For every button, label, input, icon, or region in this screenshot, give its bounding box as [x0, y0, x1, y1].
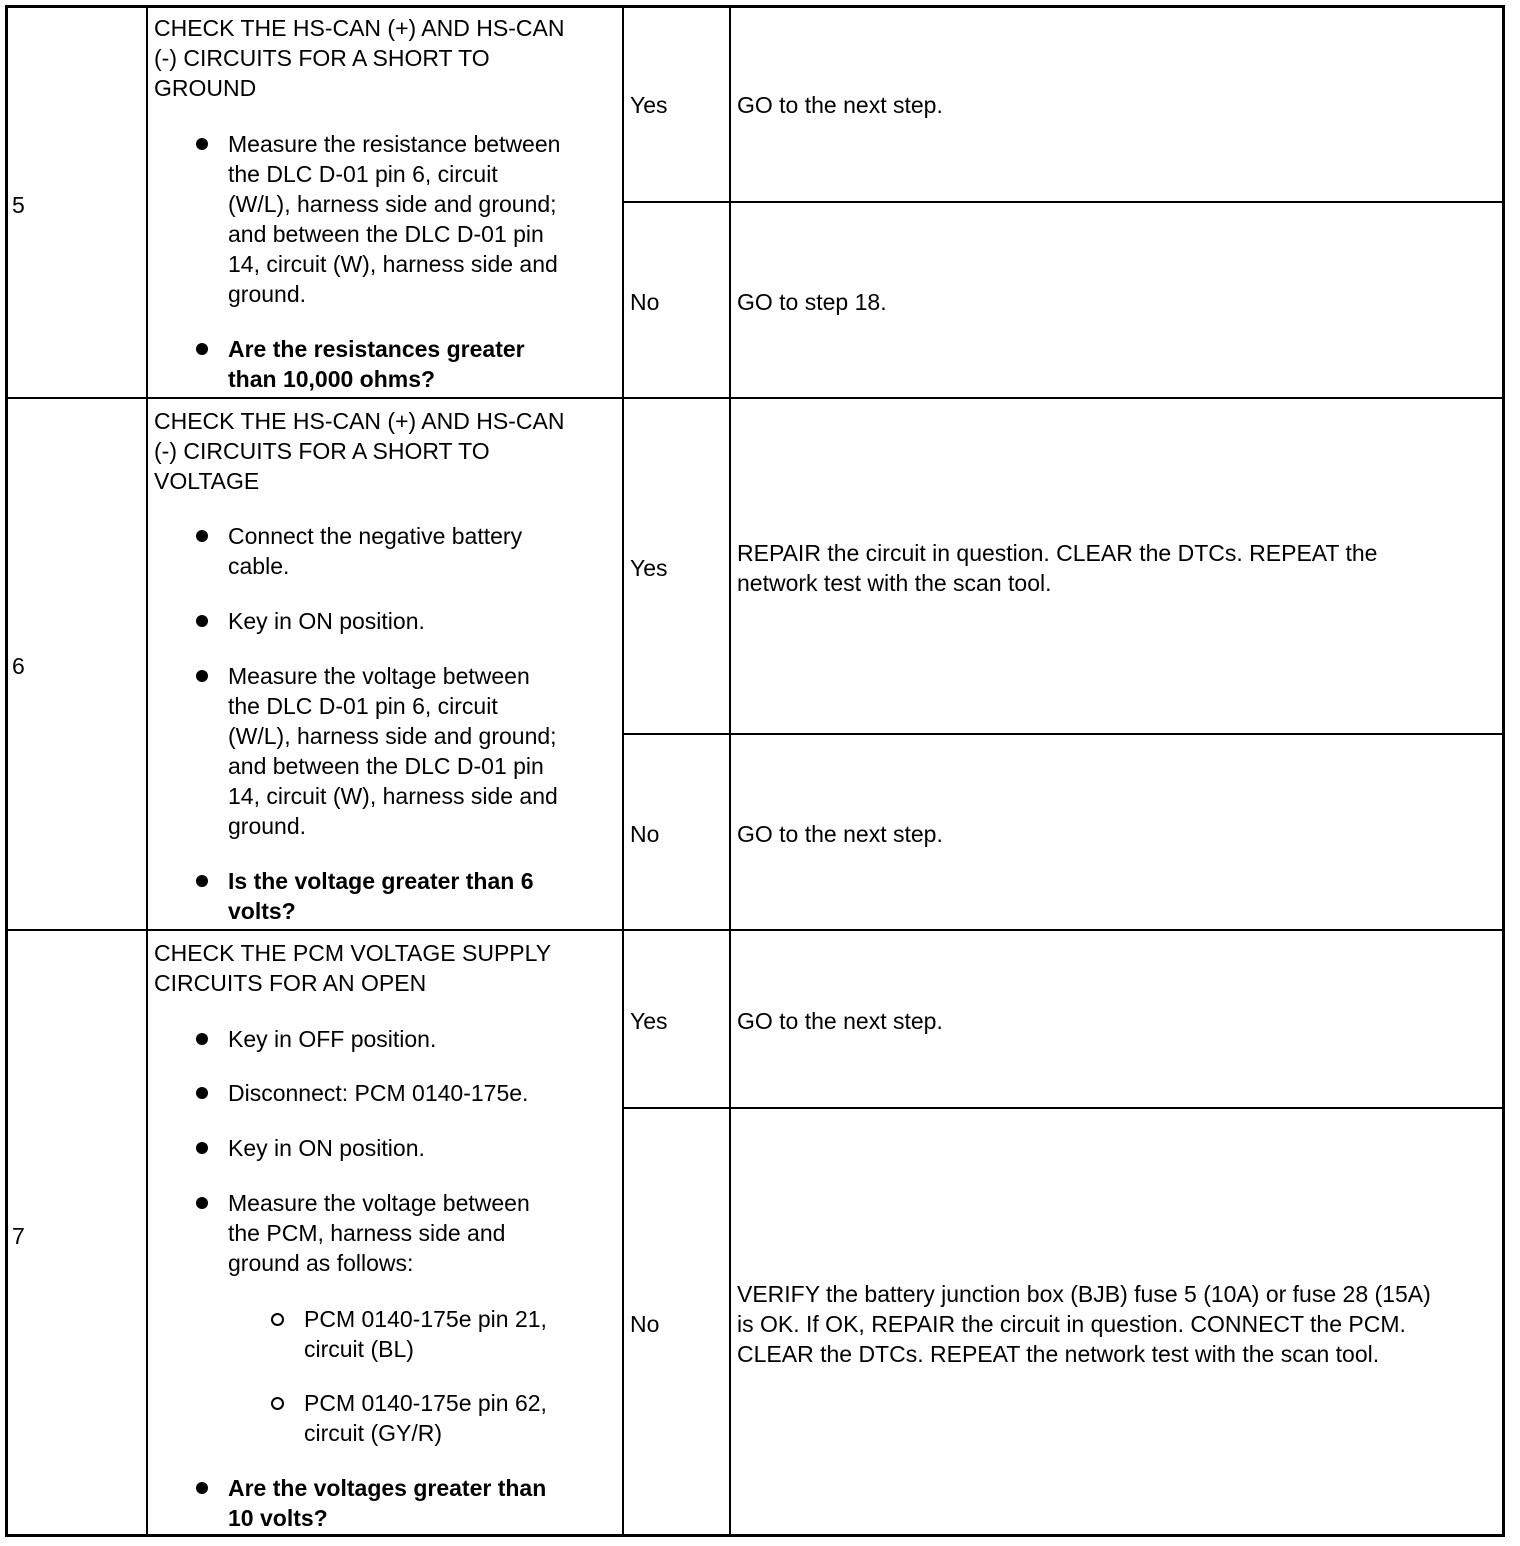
instruction: Key in OFF position. [228, 1026, 437, 1052]
no-action: GO to the next step. [737, 821, 943, 847]
instruction: Connect the negative battery cable. [228, 523, 523, 579]
bullet-icon [196, 1142, 208, 1154]
instruction: Key in ON position. [228, 1135, 425, 1161]
no-action: VERIFY the battery junction box (BJB) fuse 5 (10A) or fuse 28 (15A) is OK. If OK, REPAIR the circuit in question. CONNECT the PCM. CLEAR the DTCs. REPEAT the network test with the scan tool. [737, 1281, 1431, 1367]
bullet-icon [196, 138, 208, 150]
step-number: 7 [12, 1223, 25, 1249]
instruction: Disconnect: PCM 0140-175e. [228, 1080, 529, 1106]
yes-label: Yes [630, 92, 668, 118]
sub-instruction: PCM 0140-175e pin 21, circuit (BL) [304, 1306, 547, 1362]
yes-label: Yes [630, 1008, 668, 1034]
yes-action: GO to the next step. [737, 1008, 943, 1034]
instruction: Measure the voltage between the PCM, harness side and ground as follows: [228, 1190, 530, 1276]
step-heading: CHECK THE HS-CAN (+) AND HS-CAN (-) CIRCUITS FOR A SHORT TO VOLTAGE [154, 408, 565, 494]
question: Are the voltages greater than 10 volts? [228, 1475, 547, 1531]
bullet-icon [196, 1087, 208, 1099]
column-divider [622, 5, 624, 1537]
no-label: No [630, 289, 660, 315]
sub-bullet-icon [271, 1397, 284, 1410]
bullet-icon [196, 615, 208, 627]
bullet-icon [196, 670, 208, 682]
step-number: 5 [12, 192, 25, 218]
sub-bullet-icon [271, 1313, 284, 1326]
step-heading: CHECK THE PCM VOLTAGE SUPPLY CIRCUITS FOR AN OPEN [154, 940, 552, 996]
instruction: Key in ON position. [228, 608, 425, 634]
row-divider [5, 397, 1505, 399]
instruction: Measure the resistance between the DLC D-01 pin 6, circuit (W/L), harness side and ground; and between the DLC D-01 pin 14, circuit (W), harness side and ground. [228, 131, 561, 307]
instruction: Measure the voltage between the DLC D-01 pin 6, circuit (W/L), harness side and ground; and between the DLC D-01 pin 14, circuit (W), harness side and ground. [228, 663, 558, 839]
yes-action: REPAIR the circuit in question. CLEAR the DTCs. REPEAT the network test with the scan tool. [737, 540, 1378, 596]
answer-divider [622, 201, 1505, 203]
step-heading: CHECK THE HS-CAN (+) AND HS-CAN (-) CIRCUITS FOR A SHORT TO GROUND [154, 15, 565, 101]
bullet-icon [196, 1482, 208, 1494]
no-label: No [630, 1311, 660, 1337]
column-divider [146, 5, 148, 1537]
bullet-icon [196, 343, 208, 355]
yes-action: GO to the next step. [737, 92, 943, 118]
bullet-icon [196, 875, 208, 887]
question: Is the voltage greater than 6 volts? [228, 868, 534, 924]
column-divider [729, 5, 731, 1537]
question: Are the resistances greater than 10,000 ohms? [228, 336, 525, 392]
yes-label: Yes [630, 555, 668, 581]
answer-divider [622, 733, 1505, 735]
bullet-icon [196, 1197, 208, 1209]
answer-divider [622, 1107, 1505, 1109]
bullet-icon [196, 530, 208, 542]
step-number: 6 [12, 653, 25, 679]
sub-instruction: PCM 0140-175e pin 62, circuit (GY/R) [304, 1390, 547, 1446]
row-divider [5, 929, 1505, 931]
no-action: GO to step 18. [737, 289, 887, 315]
no-label: No [630, 821, 660, 847]
bullet-icon [196, 1033, 208, 1045]
